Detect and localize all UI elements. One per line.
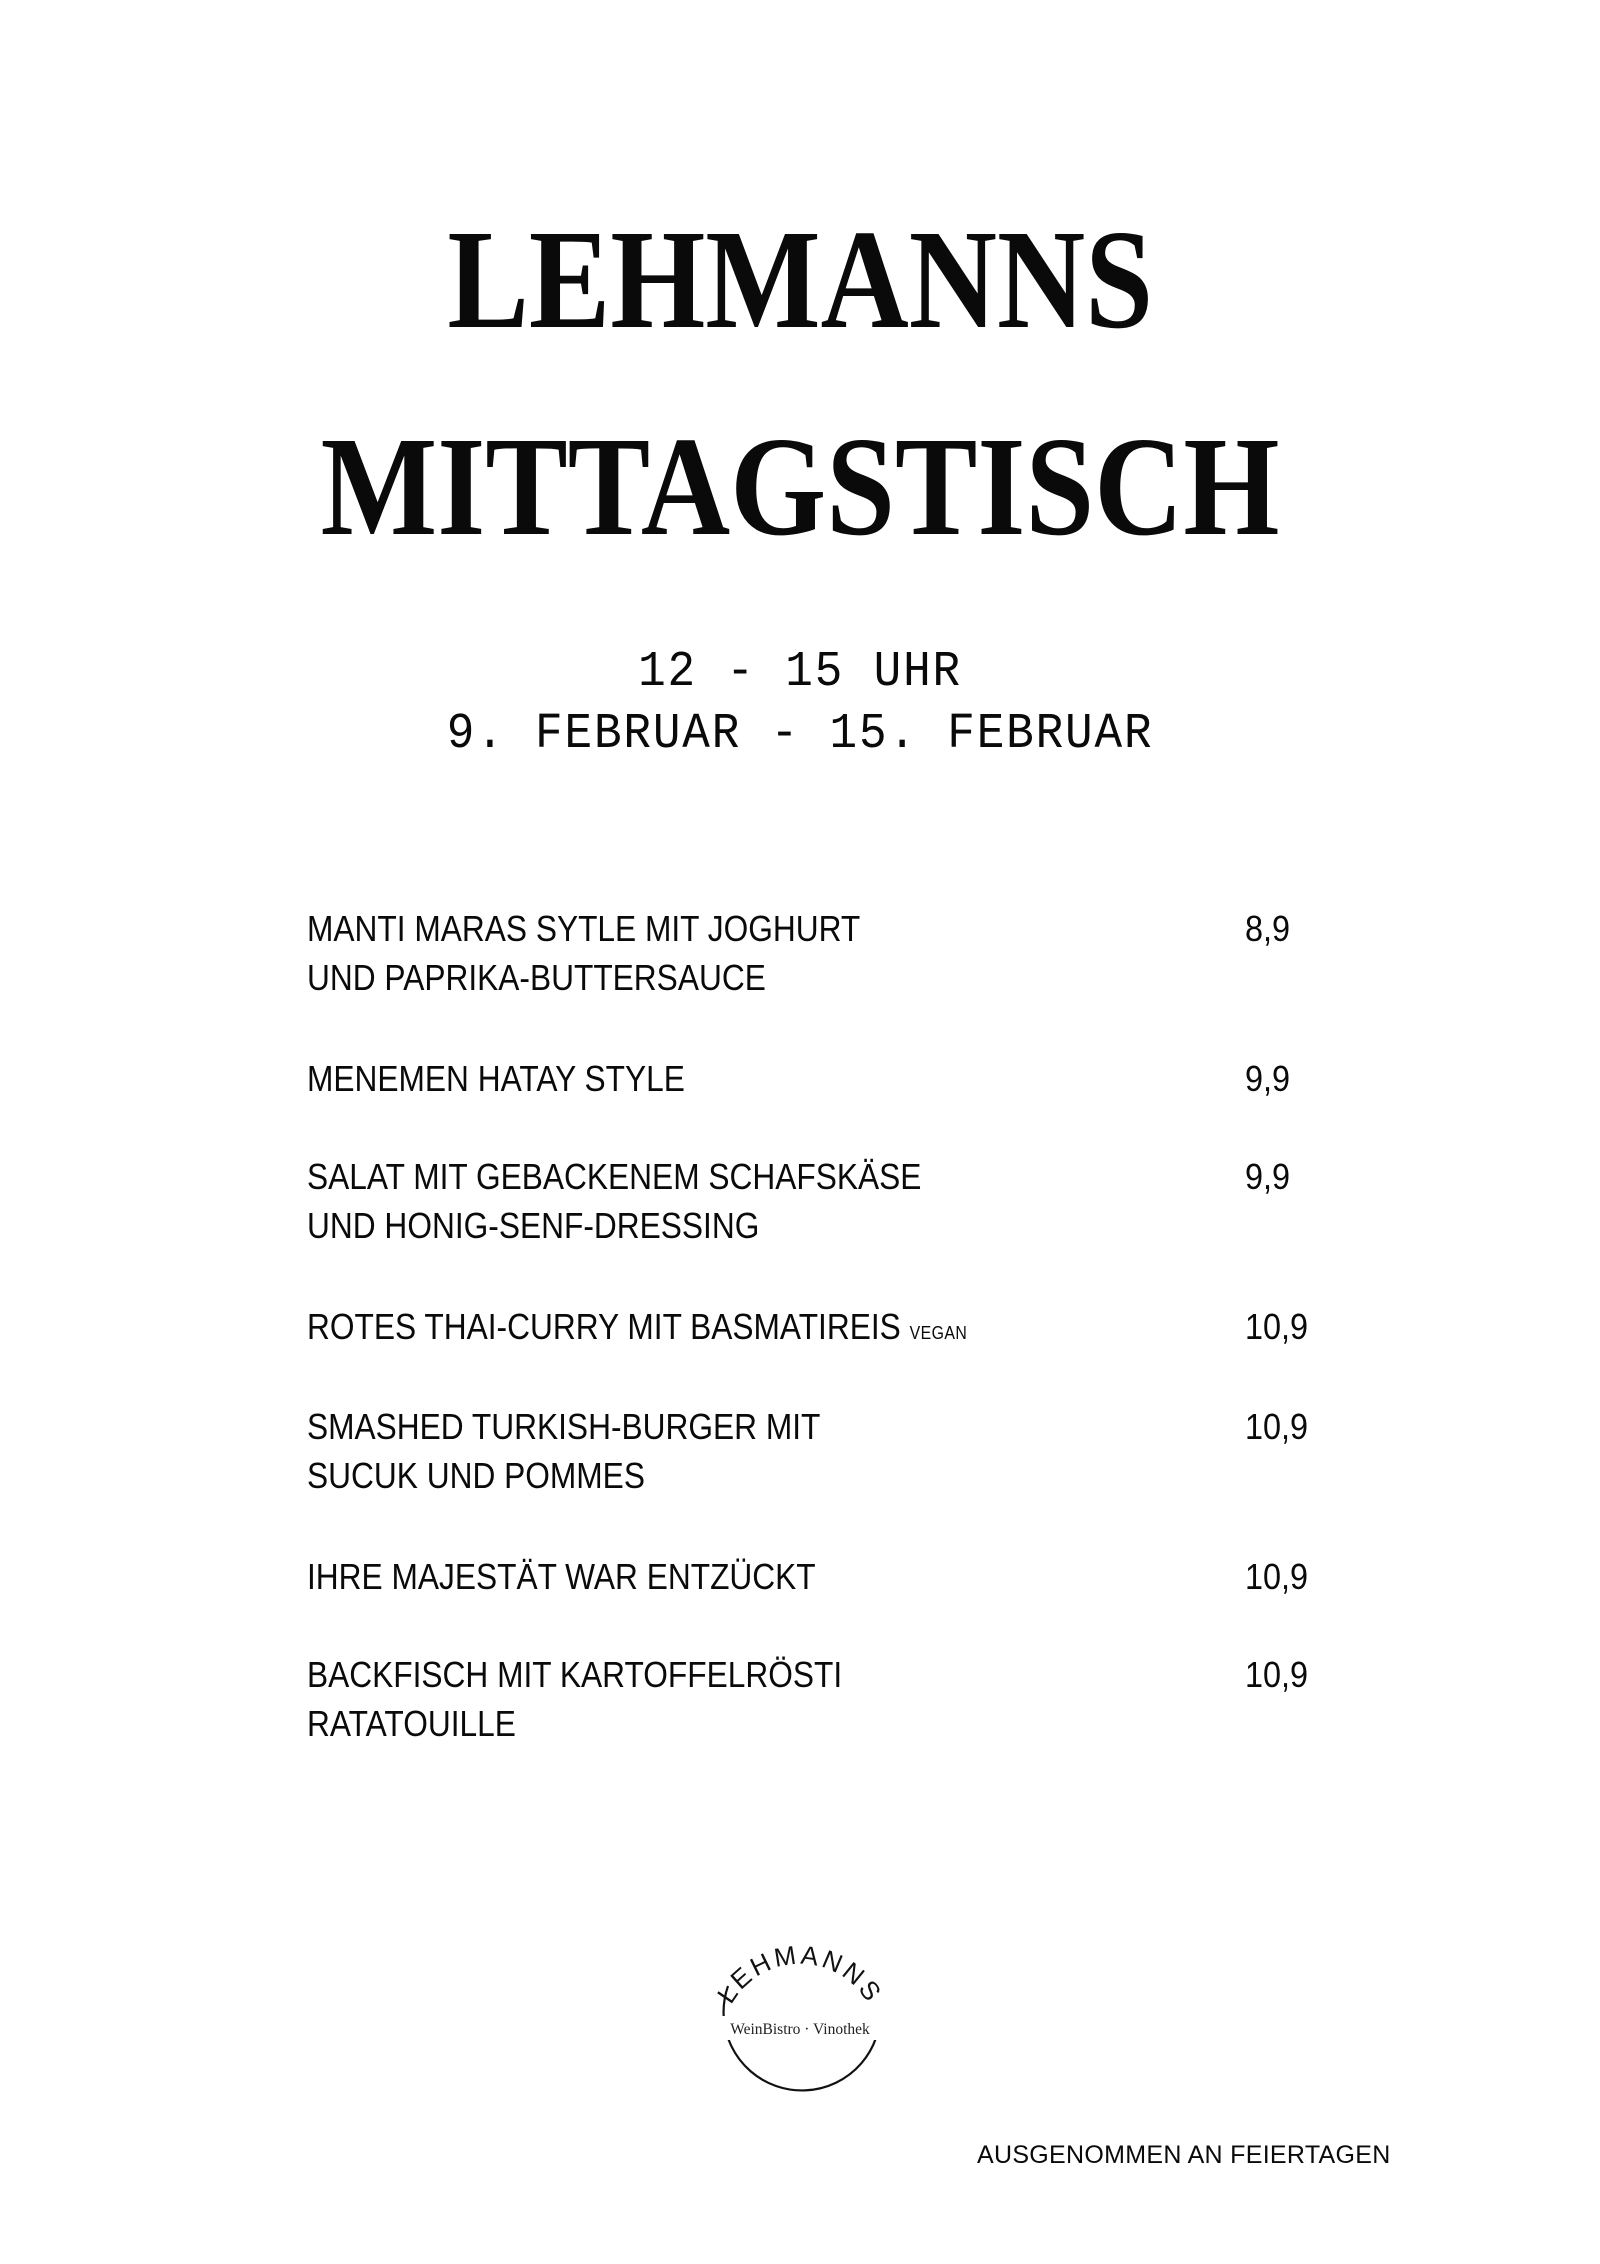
dish-price: 10,9 xyxy=(1245,1654,1309,1695)
page-title-line-1 xyxy=(0,200,1600,358)
page-title-line-2 xyxy=(0,407,1600,565)
dish-line-1-text: ROTES THAI-CURRY MIT BASMATIREIS xyxy=(307,1306,901,1347)
hours-text: 12 - 15 UHR xyxy=(638,644,962,701)
dish-price: 8,9 xyxy=(1245,908,1291,949)
menu-title: MITTAGSTISCH xyxy=(320,407,1280,565)
logo-wordmark: LEHMANNS xyxy=(710,1939,889,2009)
date-range-text: 9. FEBRUAR - 15. FEBRUAR xyxy=(446,706,1154,763)
dish-name xyxy=(307,904,860,1002)
circle-logo-icon xyxy=(700,1930,900,2110)
dish-line-1: BACKFISCH MIT KARTOFFELRÖSTI xyxy=(307,1654,843,1695)
menu-item xyxy=(307,904,1347,998)
dish-price: 10,9 xyxy=(1245,1306,1309,1347)
dish-name xyxy=(307,1302,967,1358)
menu-item xyxy=(307,1302,1347,1392)
dish-name xyxy=(307,1552,816,1601)
dish-line-2: UND PAPRIKA-BUTTERSAUCE xyxy=(307,957,766,998)
dish-line-1: SALAT MIT GEBACKENEM SCHAFSKÄSE xyxy=(307,1156,922,1197)
dish-name xyxy=(307,1650,842,1748)
dish-line-2: UND HONIG-SENF-DRESSING xyxy=(307,1205,760,1246)
dish-price: 10,9 xyxy=(1245,1406,1309,1447)
menu-item xyxy=(307,1152,1347,1246)
holiday-note: AUSGENOMMEN AN FEIERTAGEN xyxy=(977,2141,1391,2169)
dish-price: 10,9 xyxy=(1245,1556,1309,1597)
vegan-tag: VEGAN xyxy=(909,1323,968,1343)
dish-line-1: MANTI MARAS SYTLE MIT JOGHURT xyxy=(307,908,861,949)
dish-line-1 xyxy=(307,1302,967,1358)
dish-line-1: IHRE MAJESTÄT WAR ENTZÜCKT xyxy=(307,1556,816,1597)
dish-price: 9,9 xyxy=(1245,1156,1291,1197)
menu-item xyxy=(307,1402,1347,1496)
menu-item xyxy=(307,1650,1347,1744)
menu-item xyxy=(307,1054,1347,1144)
logo-subtitle: WeinBistro · Vinothek xyxy=(730,2021,870,2038)
menu-item xyxy=(307,1552,1347,1642)
dish-name xyxy=(307,1402,820,1500)
restaurant-name: LEHMANNS xyxy=(447,200,1153,358)
dish-name xyxy=(307,1054,685,1103)
dish-line-1: MENEMEN HATAY STYLE xyxy=(307,1058,685,1099)
dish-price: 9,9 xyxy=(1245,1058,1291,1099)
dish-line-2: RATATOUILLE xyxy=(307,1703,516,1744)
dish-line-1: SMASHED TURKISH-BURGER MIT xyxy=(307,1406,821,1447)
opening-hours xyxy=(0,644,1600,701)
dish-name xyxy=(307,1152,921,1250)
dish-line-2: SUCUK UND POMMES xyxy=(307,1455,645,1496)
date-range xyxy=(0,706,1600,763)
